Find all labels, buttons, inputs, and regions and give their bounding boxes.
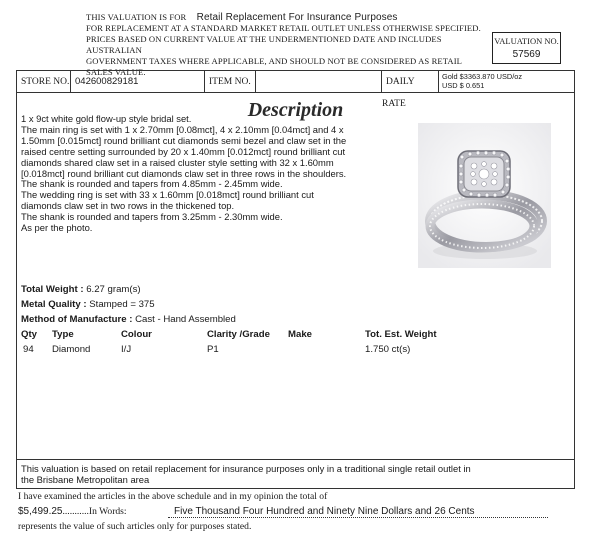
header-colour: Colour xyxy=(121,329,152,340)
in-words-underline xyxy=(168,517,548,518)
description-line: The main ring is set with 1 x 2.70mm [0.08mct], 4 x 2.10mm [0.04mct] and 4 x xyxy=(21,123,344,135)
description-line: diamonds shared claw set in a raised cluster style setting with 32 x 1.60mm xyxy=(21,156,334,168)
cell-qty: 94 xyxy=(23,344,34,355)
cell-type: Diamond xyxy=(52,344,91,355)
item-label-cell xyxy=(205,71,256,92)
daily-rate-label-cell xyxy=(382,71,439,109)
ring-photo xyxy=(418,123,551,268)
stone-table-header xyxy=(21,327,561,342)
description-line: The shank is rounded and tapers from 3.25mm - 2.30mm wide. xyxy=(21,211,283,223)
amount-in-words: Five Thousand Four Hundred and Ninety Nine Dollars and 26 Cents xyxy=(174,506,475,517)
description-line: The shank is rounded and tapers from 4.85mm - 2.45mm wide. xyxy=(21,178,283,190)
store-label-cell xyxy=(17,71,71,92)
examination-statement xyxy=(18,489,578,534)
item-details xyxy=(21,282,561,357)
header-line-2: FOR REPLACEMENT AT A STANDARD MARKET RETAIL OUTLET UNLESS OTHERWISE SPECIFIED. xyxy=(86,23,481,33)
exam-line-3: represents the value of such articles only for purposes stated. xyxy=(18,521,252,532)
description-line: raised centre setting surrounded by 20 x 1.40mm [0.012mct] round brilliant cut xyxy=(21,145,346,157)
header-weight: Tot. Est. Weight xyxy=(365,329,437,340)
daily-rate-value-cell xyxy=(439,71,574,92)
valuation-header xyxy=(86,12,486,78)
header-line-3: PRICES BASED ON CURRENT VALUE AT THE UNDERMENTIONED DATE AND INCLUDES AUSTRALIAN xyxy=(86,34,442,55)
exam-line-2 xyxy=(18,504,578,519)
description-line: diamonds claw set in two rows in the thickened top. xyxy=(21,200,235,212)
total-weight-value: 6.27 gram(s) xyxy=(86,284,141,295)
amount-dots: ........... xyxy=(62,506,89,517)
gold-rate: Gold $3363.870 USD/oz xyxy=(442,72,523,81)
usd-rate: USD $ 0.651 xyxy=(442,81,485,90)
description-body xyxy=(21,114,421,234)
store-no-label: STORE NO. xyxy=(21,77,70,87)
valuation-number-box xyxy=(492,32,561,64)
basis-note-line-2: the Brisbane Metropolitan area xyxy=(21,474,150,485)
description-line: 1 x 9ct white gold flow-up style bridal set. xyxy=(21,113,192,124)
metal-quality-row xyxy=(21,297,561,312)
description-line: 1.50mm [0.015mct] round brilliant cut diamonds semi bezel and claw set in the xyxy=(21,134,347,146)
manufacture-method-row xyxy=(21,312,561,327)
total-weight-label: Total Weight : xyxy=(21,284,84,295)
description-title: Description xyxy=(247,99,344,121)
cell-clarity: P1 xyxy=(207,344,219,355)
cell-colour: I/J xyxy=(121,344,132,355)
stone-table-row xyxy=(21,342,561,357)
description-line: [0.018mct] round brilliant cut diamonds claw set in three rows in the shoulders. xyxy=(21,167,347,179)
valuation-basis-note xyxy=(17,459,574,489)
item-value-cell xyxy=(256,71,382,92)
store-value-cell xyxy=(71,71,205,92)
daily-rate-label: DAILY RATE xyxy=(382,77,415,109)
ring-illustration xyxy=(418,123,551,268)
metal-quality-value: Stamped = 375 xyxy=(89,299,155,310)
header-prefix: THIS VALUATION IS FOR xyxy=(86,12,187,22)
in-words-label: In Words: xyxy=(88,506,127,517)
total-weight-row xyxy=(21,282,561,297)
valuation-number: 57569 xyxy=(512,49,541,60)
description-line: The wedding ring is set with 33 x 1.60mm [0.018mct] round brilliant cut xyxy=(21,189,314,201)
header-make: Make xyxy=(288,329,312,340)
store-info-row xyxy=(17,71,574,109)
valuation-number-label: VALUATION NO. xyxy=(494,36,559,46)
manufacture-method-label: Method of Manufacture : xyxy=(21,314,133,325)
item-no-label: ITEM NO. xyxy=(209,77,251,87)
header-line-1 xyxy=(86,12,486,23)
exam-line-1: I have examined the articles in the above schedule and in my opinion the total of xyxy=(18,491,328,502)
header-line-4: GOVERNMENT TAXES WHERE APPLICABLE, AND SHOULD NOT BE CONSIDERED AS RETAIL SALES VALUE. xyxy=(86,56,462,77)
header-clarity: Clarity /Grade xyxy=(207,329,270,340)
basis-note-line-1: This valuation is based on retail replacement for insurance purposes only in a traditional single retail outlet in xyxy=(21,463,471,474)
valuation-purpose: Retail Replacement For Insurance Purposes xyxy=(196,12,398,23)
cell-weight: 1.750 ct(s) xyxy=(365,344,411,355)
manufacture-method-value: Cast - Hand Assembled xyxy=(135,314,236,325)
item-no-value xyxy=(256,76,260,87)
header-type: Type xyxy=(52,329,74,340)
header-qty: Qty xyxy=(21,329,37,340)
store-no-value: 042600829181 xyxy=(75,76,139,87)
total-amount: $5,499.25 xyxy=(18,506,63,517)
description-line: As per the photo. xyxy=(21,222,93,234)
valuation-form xyxy=(16,70,575,489)
metal-quality-label: Metal Quality : xyxy=(21,299,87,310)
